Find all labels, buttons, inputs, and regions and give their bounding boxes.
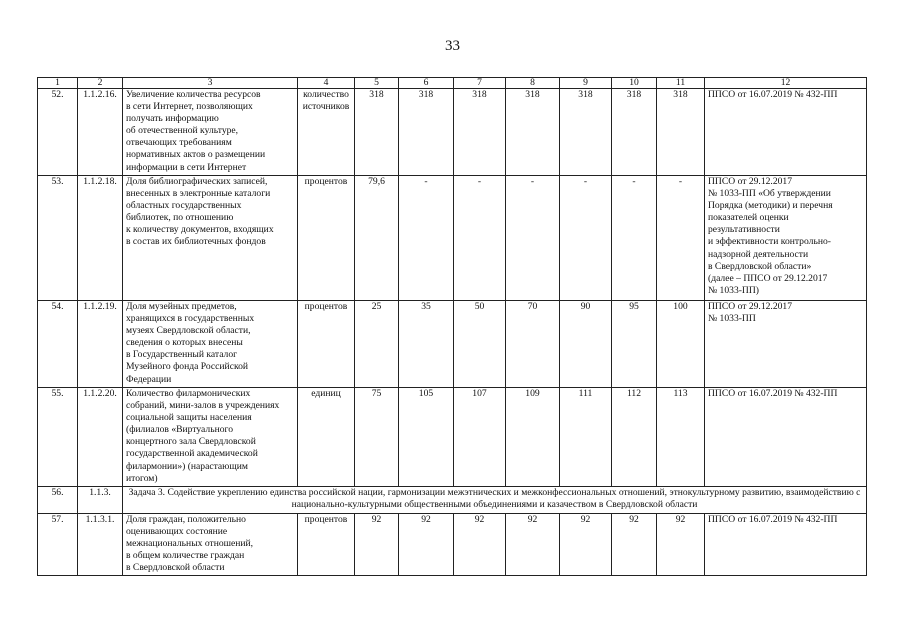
value-cell: 92 bbox=[454, 514, 506, 576]
indicator-name: Увеличение количества ресурсов в сети Интернет, позволяющих получать информацию об отечественной культуре, отвечающих требованиям нормативных актов о размещении информации в сети Интернет bbox=[123, 89, 298, 176]
value-cell: 105 bbox=[399, 388, 454, 487]
table-row bbox=[38, 514, 867, 576]
indicators-table bbox=[37, 77, 867, 576]
value-cell: 92 bbox=[612, 514, 657, 576]
value-cell: 70 bbox=[506, 301, 560, 388]
indicator-name: Доля граждан, положительно оценивающих состояние межнациональных отношений, в общем количестве граждан в Свердловской области bbox=[123, 514, 298, 576]
column-header: 11 bbox=[657, 78, 705, 89]
value-cell: 92 bbox=[355, 514, 399, 576]
unit-of-measure: количество источников bbox=[298, 89, 355, 176]
value-cell: 25 bbox=[355, 301, 399, 388]
row-number: 53. bbox=[38, 176, 78, 301]
column-header: 9 bbox=[560, 78, 612, 89]
row-code: 1.1.2.19. bbox=[78, 301, 123, 388]
value-cell: 109 bbox=[506, 388, 560, 487]
row-code: 1.1.3. bbox=[78, 487, 123, 514]
row-number: 56. bbox=[38, 487, 78, 514]
row-code: 1.1.2.18. bbox=[78, 176, 123, 301]
value-cell: 107 bbox=[454, 388, 506, 487]
value-cell: 100 bbox=[657, 301, 705, 388]
unit-of-measure: процентов bbox=[298, 301, 355, 388]
row-number: 52. bbox=[38, 89, 78, 176]
row-code: 1.1.3.1. bbox=[78, 514, 123, 576]
value-cell: 35 bbox=[399, 301, 454, 388]
value-cell: 318 bbox=[612, 89, 657, 176]
column-header: 7 bbox=[454, 78, 506, 89]
page-number: 33 bbox=[445, 38, 460, 54]
value-cell: 318 bbox=[454, 89, 506, 176]
row-number: 54. bbox=[38, 301, 78, 388]
table-header-row bbox=[38, 78, 867, 89]
row-number: 57. bbox=[38, 514, 78, 576]
value-cell: 318 bbox=[657, 89, 705, 176]
value-cell: - bbox=[612, 176, 657, 301]
table-row bbox=[38, 176, 867, 301]
value-cell: 92 bbox=[399, 514, 454, 576]
value-cell: 318 bbox=[399, 89, 454, 176]
value-cell: 318 bbox=[560, 89, 612, 176]
value-cell: - bbox=[657, 176, 705, 301]
task-row bbox=[38, 487, 867, 514]
value-cell: 50 bbox=[454, 301, 506, 388]
indicator-name: Доля библиографических записей, внесенных в электронные каталоги областных государственных библиотек, по отношению к количеству документов, входящих в состав их библиотечных фондов bbox=[123, 176, 298, 301]
value-cell: - bbox=[506, 176, 560, 301]
value-cell: - bbox=[454, 176, 506, 301]
unit-of-measure: единиц bbox=[298, 388, 355, 487]
column-header: 12 bbox=[705, 78, 867, 89]
value-cell: 113 bbox=[657, 388, 705, 487]
value-cell: 318 bbox=[355, 89, 399, 176]
row-code: 1.1.2.16. bbox=[78, 89, 123, 176]
value-cell: 75 bbox=[355, 388, 399, 487]
table-row bbox=[38, 301, 867, 388]
column-header: 1 bbox=[38, 78, 78, 89]
value-cell: 111 bbox=[560, 388, 612, 487]
indicator-name: Количество филармонических собраний, мини-залов в учреждениях социальной защиты населения (филиалов «Виртуального концертного зала Свердловской государственной академической филармонии») (нарастающим итогом) bbox=[123, 388, 298, 487]
table-row bbox=[38, 89, 867, 176]
row-code: 1.1.2.20. bbox=[78, 388, 123, 487]
column-header: 5 bbox=[355, 78, 399, 89]
value-cell: 92 bbox=[657, 514, 705, 576]
value-cell: 92 bbox=[560, 514, 612, 576]
table-row bbox=[38, 388, 867, 487]
value-cell: - bbox=[560, 176, 612, 301]
column-header: 8 bbox=[506, 78, 560, 89]
column-header: 10 bbox=[612, 78, 657, 89]
unit-of-measure: процентов bbox=[298, 514, 355, 576]
value-cell: 90 bbox=[560, 301, 612, 388]
value-cell: 95 bbox=[612, 301, 657, 388]
value-cell: 112 bbox=[612, 388, 657, 487]
source-document: ППСО от 16.07.2019 № 432-ПП bbox=[705, 89, 867, 176]
value-cell: 92 bbox=[506, 514, 560, 576]
unit-of-measure: процентов bbox=[298, 176, 355, 301]
value-cell: 79,6 bbox=[355, 176, 399, 301]
column-header: 4 bbox=[298, 78, 355, 89]
value-cell: 318 bbox=[506, 89, 560, 176]
task-description: Задача 3. Содействие укреплению единства российской нации, гармонизации межэтнических и межконфессиональных отношений, этнокультурному развитию, взаимодействию с национально-культурными общественными объединениями и казачеством в Свердловской области bbox=[123, 487, 867, 514]
source-document: ППСО от 16.07.2019 № 432-ПП bbox=[705, 514, 867, 576]
column-header: 2 bbox=[78, 78, 123, 89]
value-cell: - bbox=[399, 176, 454, 301]
indicator-name: Доля музейных предметов, хранящихся в государственных музеях Свердловской области, сведения о которых внесены в Государственный каталог Музейного фонда Российской Федерации bbox=[123, 301, 298, 388]
column-header: 6 bbox=[399, 78, 454, 89]
source-document: ППСО от 29.12.2017 № 1033-ПП bbox=[705, 301, 867, 388]
source-document: ППСО от 16.07.2019 № 432-ПП bbox=[705, 388, 867, 487]
row-number: 55. bbox=[38, 388, 78, 487]
source-document: ППСО от 29.12.2017 № 1033-ПП «Об утверждении Порядка (методики) и перечня показателей оценки результативности и эффективности контрольно- надзорной деятельности в Свердловской области» (далее – ППСО от 29.12.2017 № 1033-ПП) bbox=[705, 176, 867, 301]
column-header: 3 bbox=[123, 78, 298, 89]
